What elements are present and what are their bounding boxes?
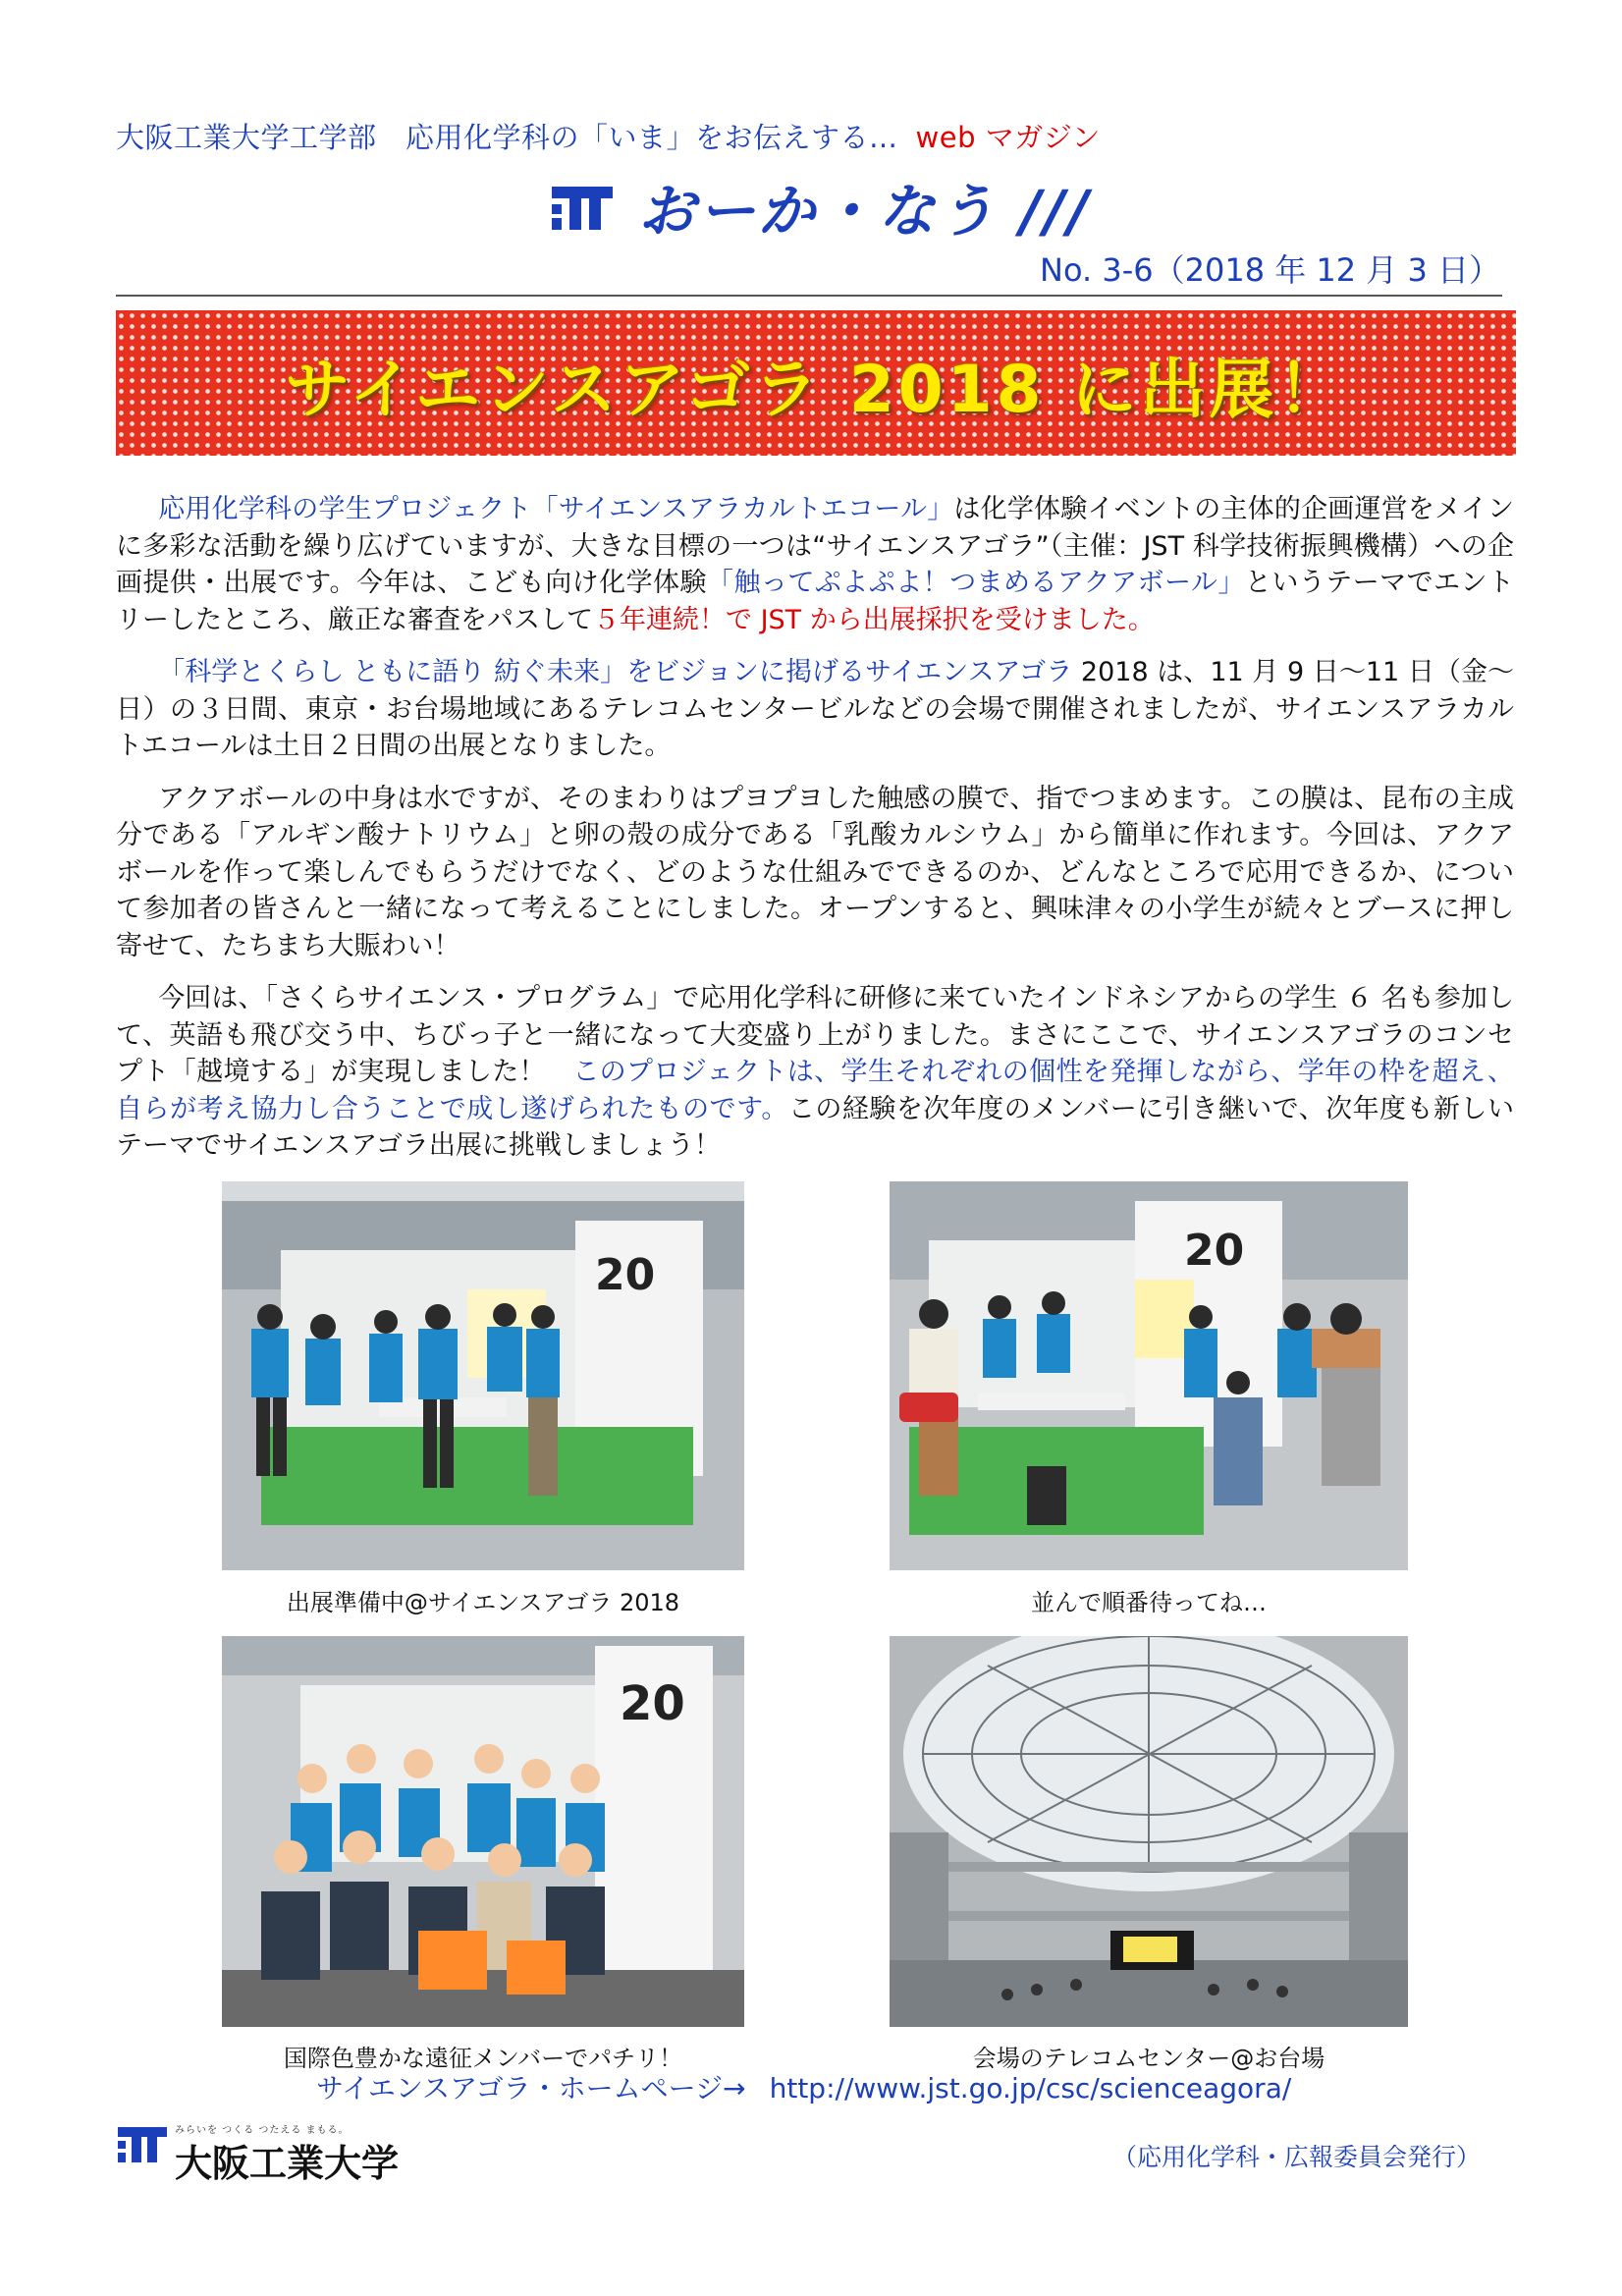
project-name: 応用化学科の学生プロジェクト「サイエンスアラカルトエコール」 [158, 494, 954, 524]
homepage-link-line [316, 2067, 1291, 2106]
adoption-highlight: ５年連続！で JST から出展採択を受けました。 [593, 604, 1155, 635]
university-name: 大阪工業大学 [175, 2142, 400, 2185]
header-subtitle [116, 116, 1101, 156]
theme-name: 「触ってぷよぷよ！つまめるアクアボール」 [706, 568, 1245, 598]
photo-caption-4: 会場のテレコムセンター@お台場 [972, 2045, 1325, 2072]
photo-caption-2: 並んで順番待ってね… [1031, 1589, 1267, 1616]
photo-caption-3: 国際色豊かな遠征メンバーでパチリ！ [283, 2045, 683, 2072]
p1-text-b: というテーマでエントリーしたところ、厳正な審査をパスして [116, 568, 1515, 635]
photo-venue-atrium [890, 1636, 1408, 2027]
p4-text-a: 今回は、「さくらサイエンス・プログラム」で応用化学科に研修に来ていたインドネシアからの学生 ６ 名も参加して、英語も飛び交う中、ちびっ子と一緒になって大変盛り上がりました。まさにここで、サイエンスアゴラのコンセプト「越境する」が実現しました！ [116, 983, 1514, 1087]
article-paragraph-3: アクアボールの中身は水ですが、そのまわりはプヨプヨした触感の膜で、指でつまめます。この膜は、昆布の主成分である「アルギン酸ナトリウム」と卵の殻の成分である「乳酸カルシウム」から簡単に作れます。今回は、アクアボールを作って楽しんでもらうだけでなく、どのような仕組みでできるのか、どんなところで応用できるか、について参加者の皆さんと一緒になって考えることにしました。オープンすると、興味津々の小学生が続々とブースに押し寄せて、たちまち大賑わい！ [116, 783, 1514, 961]
article-paragraph-4 [116, 980, 1514, 1165]
photo-group-members [222, 1636, 744, 2027]
p4-text-b: この経験を次年度のメンバーに引き継いで、次年度も新しいテーマでサイエンスアゴラ出展に挑戦しましょう！ [116, 1093, 1514, 1161]
headline-title: サイエンスアゴラ 2018 に出展！ [285, 351, 1347, 427]
headline-banner [116, 310, 1516, 456]
photo-booth-preparation [222, 1181, 744, 1570]
p2-text: 2018 は、11 月 9 日〜11 日（金〜日）の３日間、東京・お台場地域にあるテレコムセンタービルなどの会場で開催されましたが、サイエンスアラカルトエコールは土日２日間の出展となりました。 [116, 657, 1514, 761]
p1-text-a: は化学体験イベントの主体的企画運営をメインに多彩な活動を繰り広げていますが、大きな目標の一つは“サイエンスアゴラ”（主催：JST 科学技術振興機構）への企画提供・出展です。今年は、こども向け化学体験 [116, 494, 1514, 598]
university-tagline: みらいを つくる つたえる まもる。 [175, 2125, 350, 2136]
header-divider [116, 295, 1502, 297]
oit-logo-icon [546, 181, 617, 236]
article-body [116, 491, 1514, 1180]
booth-sign-number: 20 [595, 1250, 656, 1300]
booth-sign-number: 20 [1184, 1226, 1245, 1276]
article-paragraph-1 [116, 491, 1514, 638]
project-highlight: このプロジェクトは、学生それぞれの個性を発揮しながら、学年の枠を超え、自らが考え協力し合うことで成し遂げられたものです。 [116, 1057, 1514, 1124]
magazine-title: おーか・なう /// [638, 178, 1092, 245]
article-paragraph-2 [116, 654, 1514, 765]
publisher-note: （応用化学科・広報委員会発行） [1111, 2143, 1481, 2171]
photo-waiting-line [890, 1181, 1408, 1570]
homepage-link-url[interactable]: http://www.jst.go.jp/csc/scienceagora/ [769, 2072, 1292, 2105]
header-subtitle-text: 大阪工業大学工学部 応用化学科の「いま」をお伝えする… [116, 121, 898, 154]
booth-sign-number: 20 [620, 1676, 685, 1731]
homepage-link-label: サイエンスアゴラ・ホームページ→ [316, 2072, 746, 2105]
web-magazine-label: web マガジン [915, 121, 1101, 154]
photo-caption-1: 出展準備中@サイエンスアゴラ 2018 [286, 1589, 680, 1616]
issue-number: No. 3-6（2018 年 12 月 3 日） [1040, 251, 1500, 289]
vision-text: 「科学とくらし ともに語り 紡ぐ未来」をビジョンに掲げるサイエンスアゴラ [158, 657, 1073, 687]
oit-footer-logo-icon [116, 2121, 169, 2164]
